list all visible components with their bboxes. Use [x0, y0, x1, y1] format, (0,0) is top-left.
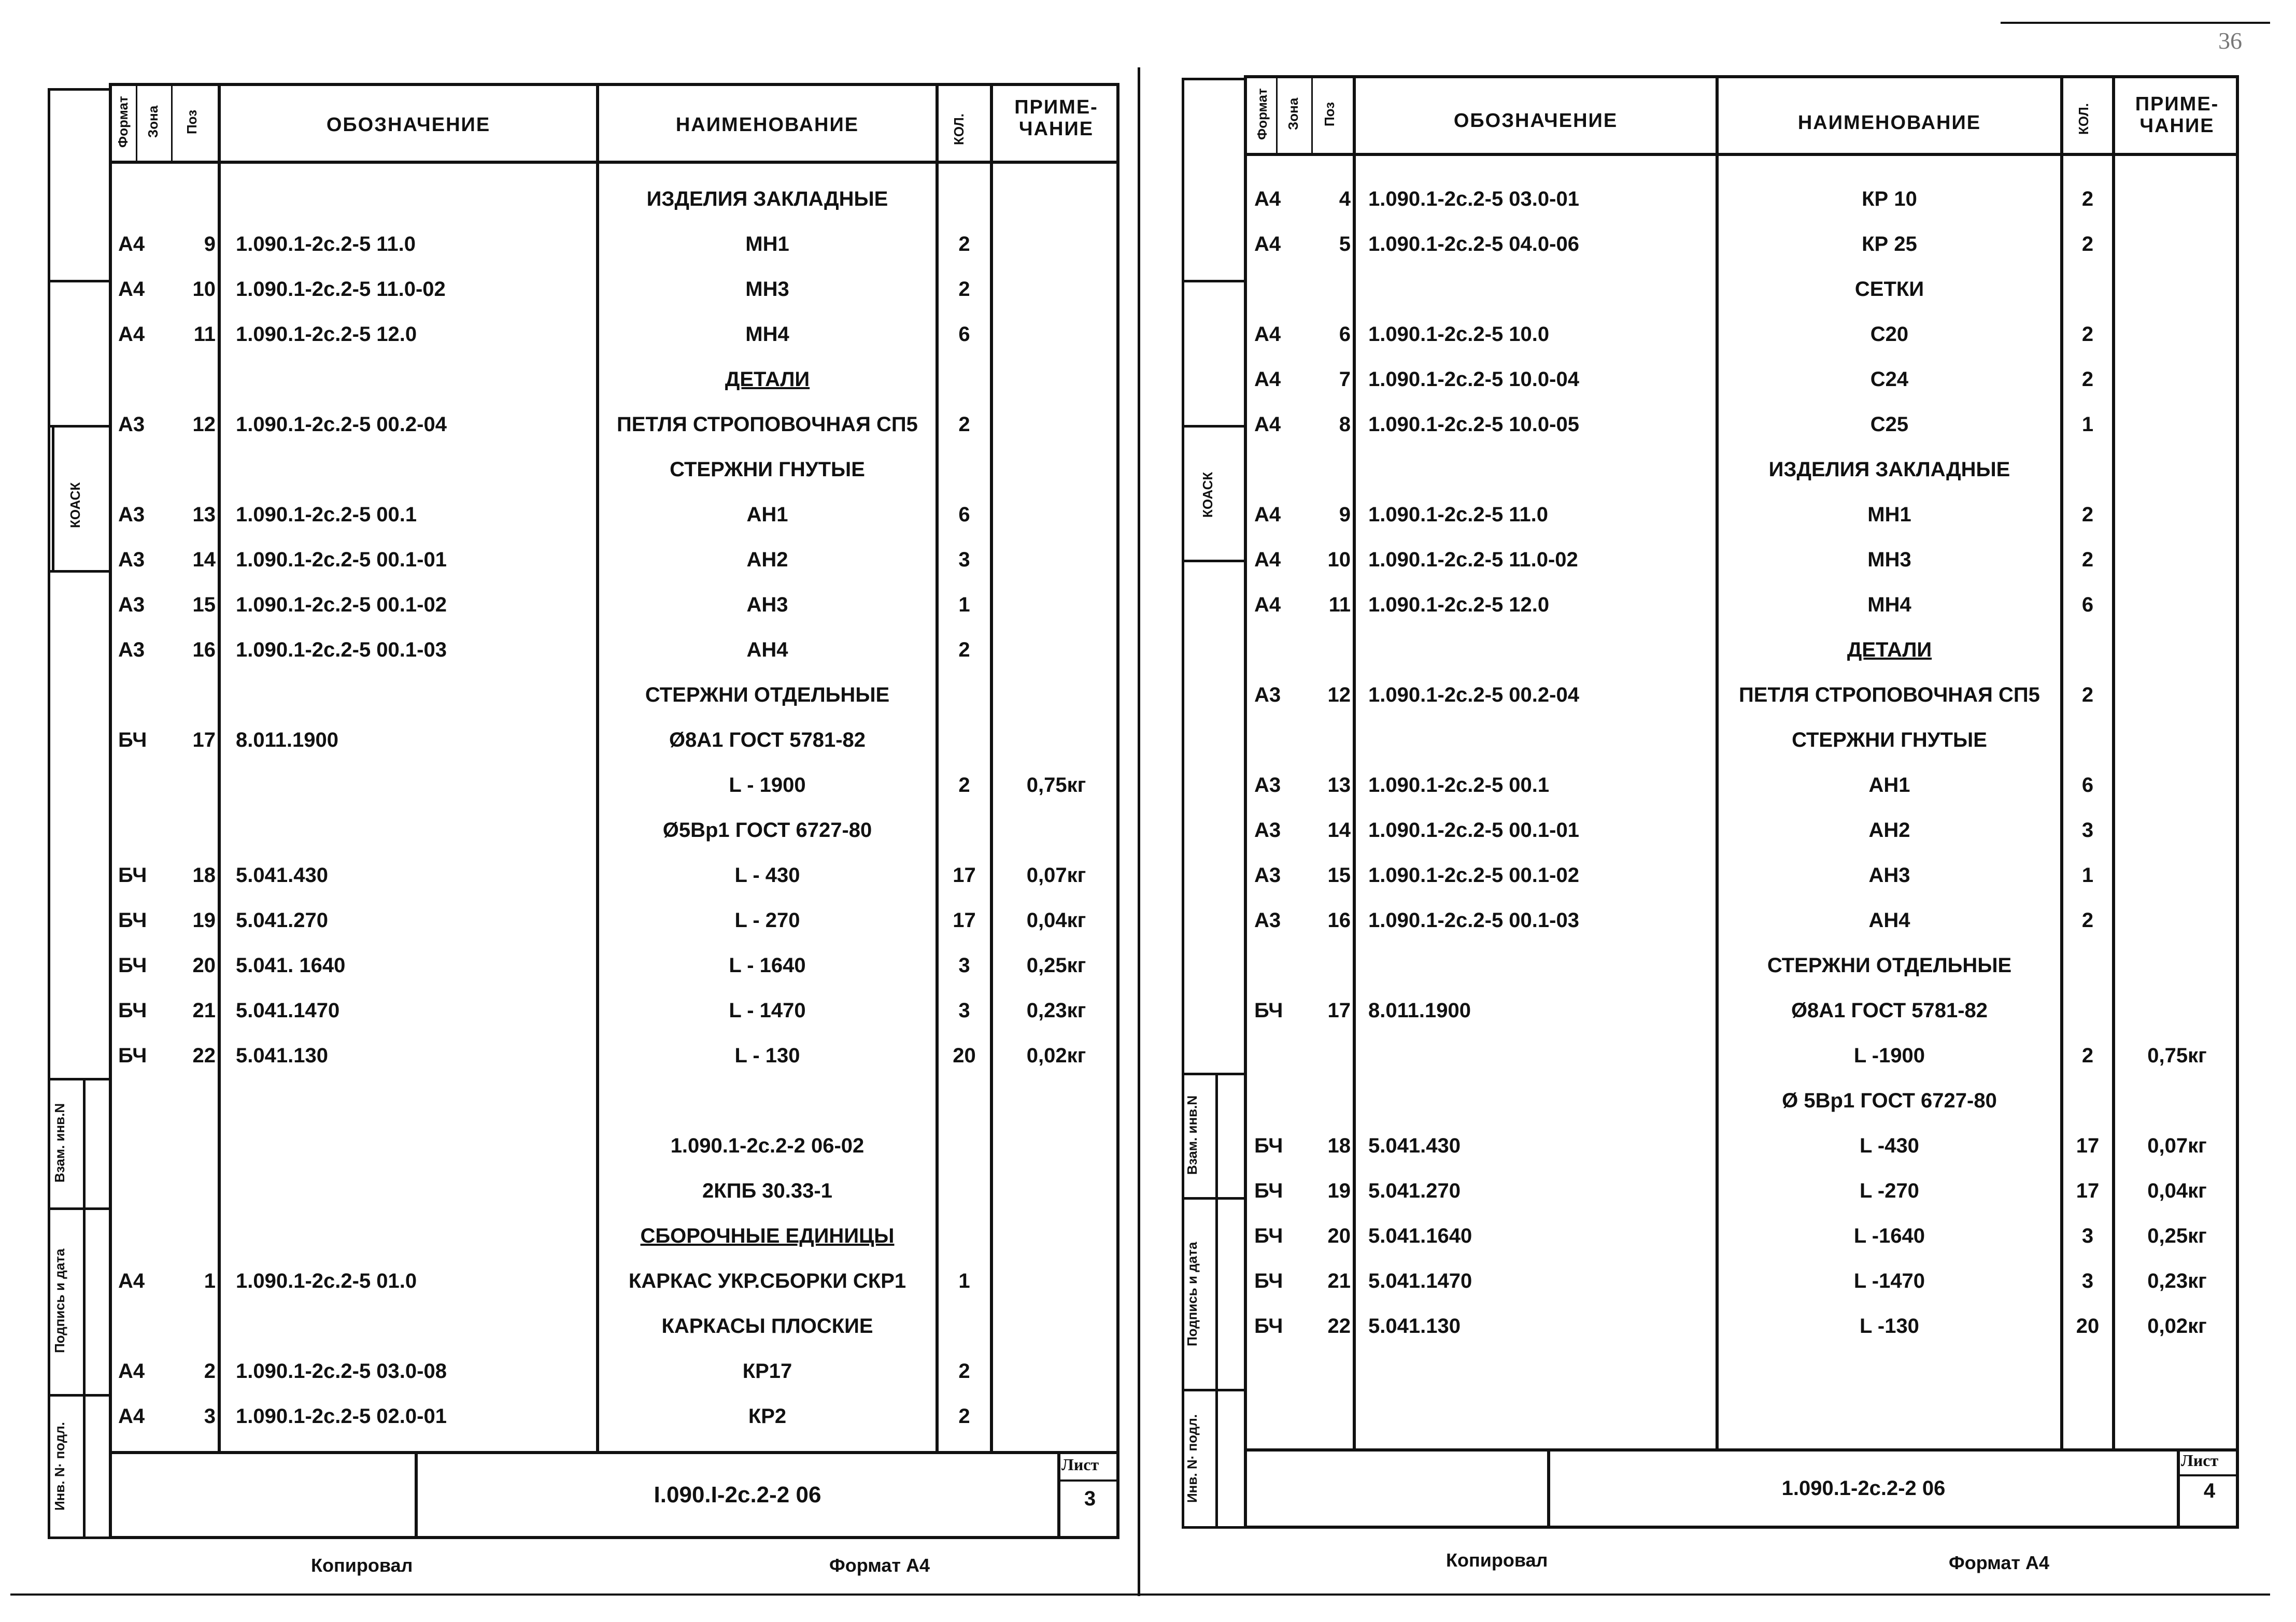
row-designation: 1.090.1-2с.2-5 12.0	[1368, 593, 1550, 616]
bottom-rule-left	[10, 1593, 1140, 1596]
row-position: 1	[204, 1270, 216, 1292]
page-number: 36	[2218, 27, 2242, 54]
row-name: АН1	[1868, 774, 1910, 796]
row-designation: 1.090.1-2с.2-5 02.0-01	[236, 1405, 447, 1428]
row-name: Ø8А1 ГОСТ 5781-82	[669, 729, 866, 751]
title-block-top	[109, 1451, 1119, 1454]
row-format: А4	[1254, 413, 1281, 436]
col-line	[171, 83, 173, 161]
row-format: А4	[1254, 323, 1281, 346]
row-format: А4	[118, 1270, 145, 1292]
row-name: L -1900	[1853, 1044, 1925, 1067]
row-position: 10	[1327, 548, 1351, 571]
row-format: А4	[1254, 548, 1281, 571]
row-position: 3	[204, 1405, 216, 1428]
row-name: ИЗДЕЛИЯ ЗАКЛАДНЫЕ	[646, 188, 888, 210]
row-format: А3	[118, 638, 145, 661]
row-designation: 1.090.1-2с.2-5 11.0-02	[1368, 548, 1578, 571]
row-position: 9	[204, 233, 216, 255]
row-format: А4	[1254, 593, 1281, 616]
row-position: 11	[193, 323, 216, 346]
row-format: А4	[118, 323, 145, 346]
row-name: ДЕТАЛИ	[1847, 638, 1932, 661]
row-quantity: 3	[2081, 819, 2094, 842]
row-designation: 1.090.1-2с.2-5 03.0-08	[236, 1360, 447, 1383]
row-position: 22	[192, 1044, 216, 1067]
header-divider	[109, 161, 1119, 164]
row-quantity: 1	[958, 593, 970, 616]
row-name: МН3	[1867, 548, 1911, 571]
row-position: 18	[192, 864, 216, 887]
row-designation: 5.041.430	[236, 864, 328, 887]
row-position: 7	[1339, 368, 1351, 391]
header-format: Формат	[115, 96, 131, 148]
row-name: С25	[1870, 413, 1909, 436]
row-name: АН1	[746, 503, 788, 526]
row-name: АН3	[1868, 864, 1910, 887]
row-format: БЧ	[1254, 1225, 1283, 1247]
row-note: 0,04кг	[1026, 909, 1086, 932]
row-name: МН1	[745, 233, 789, 255]
row-quantity: 3	[958, 954, 970, 977]
row-name: КР17	[742, 1360, 792, 1383]
row-name: L - 270	[734, 909, 800, 932]
row-name: СТЕРЖНИ ГНУТЫЕ	[1792, 729, 1987, 751]
row-format: БЧ	[118, 864, 147, 887]
margin-divider	[48, 1207, 112, 1210]
row-name: КАРКАС УКР.СБОРКИ СКР1	[628, 1270, 906, 1292]
right-footer-copied: Копировал	[1446, 1549, 1548, 1571]
side-label-vzam-right: Взам. инв.N	[1184, 1095, 1200, 1175]
row-name: СТЕРЖНИ ГНУТЫЕ	[670, 458, 865, 481]
header-zone: Зона	[145, 105, 161, 138]
row-quantity: 2	[958, 413, 970, 436]
row-note: 0,23кг	[2147, 1270, 2207, 1292]
row-note: 0,04кг	[2147, 1179, 2207, 1202]
row-designation: 1.090.1-2с.2-5 00.1	[236, 503, 417, 526]
header-note-2-right: ЧАНИЕ	[2139, 115, 2215, 137]
row-name: МН3	[745, 278, 789, 301]
header-designation: ОБОЗНАЧЕНИЕ	[326, 114, 491, 136]
row-quantity: 2	[2081, 323, 2094, 346]
row-name: L -1640	[1853, 1225, 1925, 1247]
row-designation: 1.090.1-2с.2-5 12.0	[236, 323, 417, 346]
row-position: 17	[192, 729, 216, 751]
row-quantity: 6	[958, 503, 970, 526]
row-designation: 5.041.270	[1368, 1179, 1461, 1202]
row-quantity: 2	[958, 774, 970, 796]
row-format: БЧ	[1254, 1179, 1283, 1202]
row-name: ДЕТАЛИ	[725, 368, 810, 391]
row-quantity: 2	[958, 638, 970, 661]
side-label-inv-right: Инв. N· подл.	[1184, 1414, 1200, 1503]
row-designation: 1.090.1-2с.2-5 00.1-02	[1368, 864, 1579, 887]
row-note: 0,25кг	[1026, 954, 1086, 977]
row-quantity: 17	[953, 909, 976, 932]
row-position: 16	[192, 638, 216, 661]
row-name: СТЕРЖНИ ОТДЕЛЬНЫЕ	[1767, 954, 2012, 977]
row-designation: 1.090.1-2с.2-5 00.1-01	[236, 548, 447, 571]
row-designation: 1.090.1-2с.2-5 01.0	[236, 1270, 417, 1292]
row-designation: 1.090.1-2с.2-5 10.0-05	[1368, 413, 1579, 436]
row-position: 22	[1327, 1315, 1351, 1338]
col-line	[1276, 75, 1278, 153]
side-label-koask: КОАСК	[67, 482, 83, 529]
bottom-rule-right	[1140, 1593, 2270, 1596]
row-quantity: 3	[958, 999, 970, 1022]
row-note: 0,02кг	[1026, 1044, 1086, 1067]
row-quantity: 3	[2081, 1225, 2094, 1247]
side-label-podpis-right: Подпись и дата	[1184, 1242, 1200, 1347]
row-format: А3	[1254, 684, 1281, 706]
row-name: L - 1900	[729, 774, 806, 796]
left-sheet-label: Лист	[1061, 1455, 1099, 1474]
header-name-right: НАИМЕНОВАНИЕ	[1797, 112, 1981, 134]
row-quantity: 2	[958, 1405, 970, 1428]
row-quantity: 3	[958, 548, 970, 571]
row-position: 19	[1327, 1179, 1351, 1202]
row-quantity: 17	[2076, 1134, 2100, 1157]
row-designation: 1.090.1-2с.2-5 00.2-04	[236, 413, 447, 436]
row-name: С24	[1870, 368, 1909, 391]
row-name: Ø8А1 ГОСТ 5781-82	[1791, 999, 1988, 1022]
row-position: 15	[192, 593, 216, 616]
row-name: ПЕТЛЯ СТРОПОВОЧНАЯ СП5	[617, 413, 918, 436]
row-format: БЧ	[118, 729, 147, 751]
header-pos: Поз	[184, 109, 200, 134]
title-block-divider	[1057, 1479, 1119, 1482]
col-line	[1311, 75, 1313, 153]
row-format: А4	[118, 278, 145, 301]
row-name: СБОРОЧНЫЕ ЕДИНИЦЫ	[640, 1225, 895, 1247]
row-name: СЕТКИ	[1854, 278, 1924, 301]
row-designation: 1.090.1-2с.2-5 03.0-01	[1368, 188, 1579, 210]
col-line	[136, 83, 137, 161]
row-name: L -430	[1860, 1134, 1919, 1157]
row-name: 1.090.1-2с.2-2 06-02	[670, 1134, 864, 1157]
row-quantity: 2	[2081, 1044, 2094, 1067]
row-designation: 1.090.1-2с.2-5 04.0-06	[1368, 233, 1579, 255]
row-position: 16	[1327, 909, 1351, 932]
row-designation: 5.041.1470	[1368, 1270, 1472, 1292]
margin-divider	[48, 1078, 112, 1080]
margin-divider	[83, 1078, 86, 1539]
header-format-right: Формат	[1254, 88, 1270, 140]
row-position: 6	[1339, 323, 1351, 346]
row-format: А3	[118, 548, 145, 571]
row-quantity: 20	[2076, 1315, 2100, 1338]
row-quantity: 17	[953, 864, 976, 887]
side-label-vzam: Взам. инв.N	[52, 1103, 67, 1183]
row-name: КАРКАСЫ ПЛОСКИЕ	[661, 1315, 873, 1338]
row-quantity: 20	[953, 1044, 976, 1067]
row-designation: 1.090.1-2с.2-5 00.1-02	[236, 593, 447, 616]
row-position: 13	[1327, 774, 1351, 796]
row-format: БЧ	[1254, 1134, 1283, 1157]
row-position: 11	[1328, 593, 1351, 616]
row-position: 5	[1339, 233, 1351, 255]
row-position: 14	[192, 548, 216, 571]
row-quantity: 2	[2081, 548, 2094, 571]
row-name: С20	[1870, 323, 1909, 346]
right-sheet-label: Лист	[2181, 1451, 2219, 1470]
row-designation: 5.041.270	[236, 909, 328, 932]
row-designation: 1.090.1-2с.2-5 00.1-01	[1368, 819, 1579, 842]
row-quantity: 1	[958, 1270, 970, 1292]
row-position: 19	[192, 909, 216, 932]
row-format: А4	[118, 1360, 145, 1383]
left-footer-format: Формат А4	[829, 1555, 930, 1576]
row-quantity: 3	[2081, 1270, 2094, 1292]
margin-divider	[1182, 1197, 1247, 1200]
row-name: L - 130	[734, 1044, 800, 1067]
right-footer-format: Формат А4	[1949, 1552, 2050, 1573]
row-quantity: 2	[958, 278, 970, 301]
row-format: БЧ	[1254, 1270, 1283, 1292]
row-format: БЧ	[118, 1044, 147, 1067]
row-designation: 8.011.1900	[1368, 999, 1471, 1022]
side-label-inv: Инв. N· подл.	[52, 1422, 67, 1511]
row-note: 0,02кг	[2147, 1315, 2207, 1338]
row-position: 2	[204, 1360, 216, 1383]
right-sheet-number: 4	[2203, 1479, 2216, 1502]
row-format: А3	[1254, 774, 1281, 796]
row-position: 8	[1339, 413, 1351, 436]
row-name: КР 10	[1862, 188, 1917, 210]
row-format: А4	[1254, 188, 1281, 210]
title-block-top	[1244, 1448, 2239, 1452]
row-quantity: 6	[958, 323, 970, 346]
row-note: 0,23кг	[1026, 999, 1086, 1022]
row-designation: 5.041.430	[1368, 1134, 1461, 1157]
row-name: МН4	[1867, 593, 1911, 616]
row-note: 0,07кг	[2147, 1134, 2207, 1157]
row-quantity: 2	[2081, 188, 2094, 210]
row-quantity: 6	[2081, 593, 2094, 616]
row-name: АН2	[746, 548, 788, 571]
row-quantity: 6	[2081, 774, 2094, 796]
row-quantity: 2	[2081, 909, 2094, 932]
row-name: АН4	[1868, 909, 1910, 932]
row-name: АН4	[746, 638, 788, 661]
row-quantity: 2	[2081, 503, 2094, 526]
row-format: А4	[1254, 233, 1281, 255]
right-doc-code: 1.090.1-2с.2-2 06	[1781, 1477, 1946, 1500]
margin-divider	[48, 1394, 112, 1397]
row-quantity: 17	[2076, 1179, 2100, 1202]
row-format: А3	[1254, 819, 1281, 842]
title-block-divider	[2177, 1474, 2239, 1476]
row-designation: 1.090.1-2с.2-5 10.0	[1368, 323, 1550, 346]
row-position: 15	[1327, 864, 1351, 887]
row-position: 17	[1327, 999, 1351, 1022]
header-pos-right: Поз	[1322, 102, 1337, 126]
row-position: 4	[1339, 188, 1351, 210]
row-name: L - 1640	[729, 954, 806, 977]
row-name: L -130	[1860, 1315, 1919, 1338]
row-position: 21	[192, 999, 216, 1022]
row-name: 2КПБ 30.33-1	[702, 1179, 832, 1202]
col-line	[218, 83, 221, 1451]
row-name: СТЕРЖНИ ОТДЕЛЬНЫЕ	[645, 684, 890, 706]
row-designation: 8.011.1900	[236, 729, 338, 751]
row-designation: 5.041.130	[236, 1044, 328, 1067]
row-quantity: 2	[2081, 684, 2094, 706]
header-note-1: ПРИМЕ-	[1014, 96, 1098, 118]
row-name: АН3	[746, 593, 788, 616]
row-quantity: 2	[958, 233, 970, 255]
side-label-koask-right: КОАСК	[1200, 472, 1215, 518]
col-line	[1353, 75, 1356, 1448]
margin-divider	[52, 425, 54, 570]
row-note: 0,75кг	[1026, 774, 1086, 796]
left-sheet-number: 3	[1084, 1487, 1096, 1510]
row-name: L - 430	[734, 864, 800, 887]
margin-divider	[48, 570, 112, 573]
col-line	[990, 83, 993, 1451]
row-designation: 1.090.1-2с.2-5 00.1-03	[1368, 909, 1579, 932]
row-format: А4	[1254, 368, 1281, 391]
row-designation: 5.041. 1640	[236, 954, 346, 977]
side-label-podpis: Подпись и дата	[52, 1248, 67, 1353]
row-position: 13	[192, 503, 216, 526]
row-format: А3	[118, 413, 145, 436]
row-designation: 5.041.1640	[1368, 1225, 1472, 1247]
margin-divider	[1182, 1389, 1247, 1391]
row-format: А4	[118, 233, 145, 255]
row-position: 12	[192, 413, 216, 436]
row-format: А3	[118, 503, 145, 526]
row-name: МН1	[1867, 503, 1911, 526]
row-quantity: 2	[2081, 233, 2094, 255]
row-name: Ø5Вр1 ГОСТ 6727-80	[662, 819, 872, 842]
row-format: А3	[118, 593, 145, 616]
row-designation: 1.090.1-2с.2-5 00.1	[1368, 774, 1550, 796]
row-position: 9	[1339, 503, 1351, 526]
row-note: 0,07кг	[1026, 864, 1086, 887]
row-quantity: 2	[958, 1360, 970, 1383]
row-format: БЧ	[118, 954, 147, 977]
row-designation: 1.090.1-2с.2-5 11.0-02	[236, 278, 446, 301]
header-zone-right: Зона	[1285, 97, 1301, 131]
row-note: 0,75кг	[2147, 1044, 2207, 1067]
row-name: Ø 5Вр1 ГОСТ 6727-80	[1782, 1089, 1997, 1112]
row-name: МН4	[745, 323, 789, 346]
margin-divider	[1182, 425, 1247, 428]
left-footer-copied: Копировал	[311, 1555, 413, 1576]
row-name: КР2	[748, 1405, 787, 1428]
margin-divider	[1182, 560, 1247, 562]
row-name: КР 25	[1862, 233, 1917, 255]
margin-divider	[48, 425, 112, 428]
row-format: А3	[1254, 864, 1281, 887]
margin-divider	[1182, 1073, 1247, 1075]
header-note-1-right: ПРИМЕ-	[2135, 93, 2219, 115]
row-designation: 1.090.1-2с.2-5 11.0	[1368, 503, 1548, 526]
header-name: НАИМЕНОВАНИЕ	[675, 114, 859, 136]
row-quantity: 2	[2081, 368, 2094, 391]
row-name: АН2	[1868, 819, 1910, 842]
row-position: 12	[1327, 684, 1351, 706]
row-format: БЧ	[118, 999, 147, 1022]
row-format: А3	[1254, 909, 1281, 932]
left-doc-code: I.090.I-2c.2-2 06	[654, 1482, 821, 1507]
margin-divider	[48, 280, 112, 282]
header-qty: КОЛ.	[951, 113, 967, 146]
row-designation: 1.090.1-2с.2-5 00.2-04	[1368, 684, 1579, 706]
row-name: L - 1470	[729, 999, 806, 1022]
row-designation: 1.090.1-2с.2-5 00.1-03	[236, 638, 447, 661]
row-position: 20	[192, 954, 216, 977]
row-format: БЧ	[1254, 999, 1283, 1022]
row-designation: 1.090.1-2с.2-5 10.0-04	[1368, 368, 1579, 391]
row-position: 21	[1327, 1270, 1351, 1292]
row-position: 10	[192, 278, 216, 301]
row-quantity: 1	[2081, 864, 2094, 887]
header-designation-right: ОБОЗНАЧЕНИЕ	[1453, 110, 1618, 132]
row-position: 18	[1327, 1134, 1351, 1157]
row-position: 20	[1327, 1225, 1351, 1247]
margin-divider	[1182, 280, 1247, 282]
row-note: 0,25кг	[2147, 1225, 2207, 1247]
header-note-2: ЧАНИЕ	[1018, 118, 1094, 140]
row-format: А4	[118, 1405, 145, 1428]
row-name: ИЗДЕЛИЯ ЗАКЛАДНЫЕ	[1768, 458, 2010, 481]
row-designation: 5.041.130	[1368, 1315, 1461, 1338]
row-position: 14	[1327, 819, 1351, 842]
row-format: БЧ	[1254, 1315, 1283, 1338]
row-format: А4	[1254, 503, 1281, 526]
row-quantity: 1	[2081, 413, 2094, 436]
spine-line	[1138, 67, 1140, 1596]
margin-divider	[1215, 1073, 1218, 1529]
row-name: ПЕТЛЯ СТРОПОВОЧНАЯ СП5	[1739, 684, 2040, 706]
page-number-rule	[2001, 22, 2270, 24]
row-designation: 1.090.1-2с.2-5 11.0	[236, 233, 416, 255]
header-qty-right: КОЛ.	[2076, 103, 2091, 135]
row-name: L -1470	[1853, 1270, 1925, 1292]
row-name: L -270	[1860, 1179, 1919, 1202]
row-designation: 5.041.1470	[236, 999, 340, 1022]
header-divider	[1244, 153, 2239, 156]
row-format: БЧ	[118, 909, 147, 932]
